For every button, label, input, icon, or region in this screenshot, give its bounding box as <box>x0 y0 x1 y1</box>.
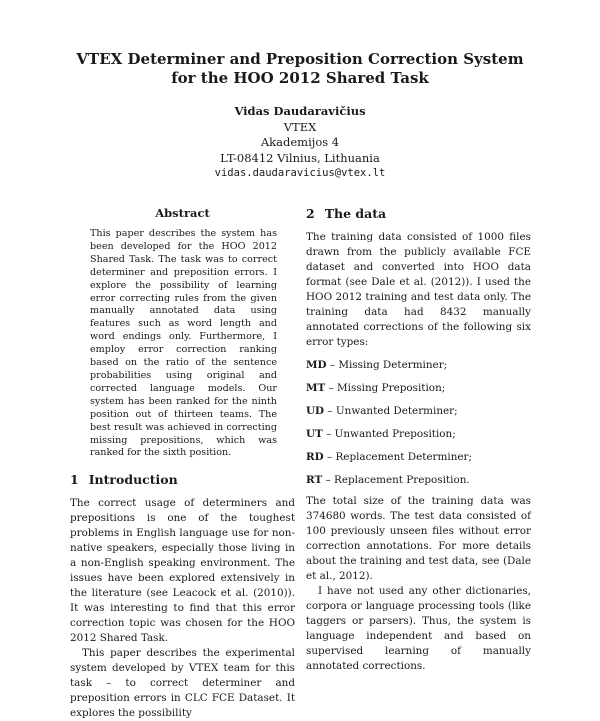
error-desc: – Missing Preposition; <box>328 382 446 394</box>
title-line-2: for the HOO 2012 Shared Task <box>171 69 429 87</box>
intro-paragraph-2: This paper describes the experimental system developed by VTEX team for this task – to correct determiner and preposition errors in CLC FCE Dataset. It explores the possibility <box>70 647 295 720</box>
intro-paragraph-1: The correct usage of determiners and prepositions is one of the toughest problems in English language use for non-native speakers, especially those living in a non-English speaking environment. The issues have been explored extensively in the literature (see Leacock et al. (2010)). It was interesting to find that this error correction topic was chosen for the HOO 2012 Shared Task. <box>70 497 295 645</box>
error-type-item <box>306 427 531 442</box>
error-code: UT <box>306 428 323 440</box>
author-block <box>0 104 600 182</box>
error-desc: – Missing Determiner; <box>329 359 448 371</box>
error-type-item <box>306 404 531 419</box>
error-code: MT <box>306 382 326 394</box>
error-code: RT <box>306 474 323 486</box>
abstract-heading: Abstract <box>155 206 210 220</box>
data-paragraph-2: The total size of the training data was 374680 words. The test data consisted of 100 previously unseen files without error correction annotations. For more details about the training and test data, see (Dale et al., 2012). <box>306 495 531 582</box>
error-type-item <box>306 358 531 373</box>
error-type-item <box>306 473 531 488</box>
author-name: Vidas Daudaravičius <box>234 104 366 118</box>
data-section-number: 2 <box>306 206 315 221</box>
error-desc: – Replacement Preposition. <box>325 474 470 486</box>
author-email: vidas.daudaravicius@vtex.lt <box>214 167 386 179</box>
intro-heading <box>70 472 295 487</box>
error-desc: – Replacement Determiner; <box>326 451 473 463</box>
author-affiliation: VTEX <box>283 119 317 134</box>
intro-number: 1 <box>70 472 79 488</box>
paper-title <box>0 50 600 88</box>
error-desc: – Unwanted Determiner; <box>327 405 458 417</box>
right-column <box>306 206 531 674</box>
author-address-line-2: LT-08412 Vilnius, Lithuania <box>220 150 380 165</box>
data-section-heading <box>306 206 531 221</box>
error-code: MD <box>306 359 327 371</box>
data-paragraph-3: I have not used any other dictionaries, corpora or language processing tools (like taggers or parsers). Thus, the system is language independent and based on supervised learning of manually annotated corrections. <box>306 585 531 672</box>
data-paragraph-1: The training data consisted of 1000 files drawn from the publicly available FCE dataset and converted into HOO data format (see Dale et al. (2012)). I used the HOO 2012 training and test data only. The training data had 8432 manually annotated corrections of the following six error types: <box>306 231 531 348</box>
error-desc: – Unwanted Preposition; <box>326 428 456 440</box>
abstract-text: This paper describes the system has been developed for the HOO 2012 Shared Task. The task was to correct determiner and preposition errors. I explore the possibility of learning error correcting rules from the given manually annotated data using features such as word length and word endings only. Furthermore, I employ error correction ranking based on the ratio of the sentence probabilities using original and corrected language models. Our system has been ranked for the ninth position out of thirteen teams. The best result was achieved in correcting missing prepositions, which was ranked for the sixth position. <box>90 228 277 459</box>
data-section-title: The data <box>324 206 387 221</box>
author-address-line-1: Akademijos 4 <box>260 135 340 149</box>
error-code: UD <box>306 405 325 417</box>
left-column <box>70 206 295 721</box>
error-code: RD <box>306 451 324 463</box>
title-line-1: VTEX Determiner and Preposition Correction System <box>76 50 524 68</box>
error-type-item <box>306 450 531 465</box>
intro-title: Introduction <box>88 472 178 488</box>
error-type-item <box>306 381 531 396</box>
